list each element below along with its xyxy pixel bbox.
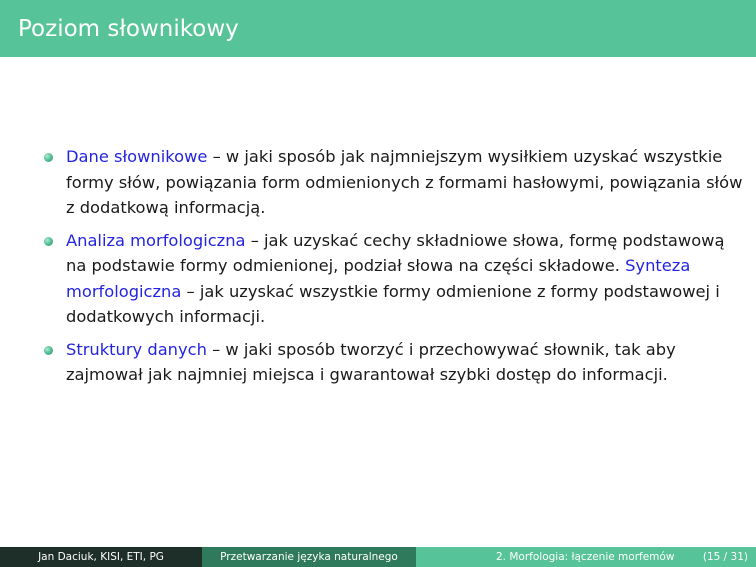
list-item bbox=[44, 337, 744, 388]
term-label: Dane słownikowe bbox=[66, 147, 208, 166]
footer-course: Przetwarzanie języka naturalnego bbox=[202, 547, 416, 567]
term-label: Synteza morfologiczna bbox=[66, 256, 691, 301]
bullet-list bbox=[44, 144, 744, 395]
footer-page-number: (15 / 31) bbox=[702, 551, 748, 563]
term-label: Struktury danych bbox=[66, 339, 207, 359]
footer-bar bbox=[0, 547, 756, 567]
footer-section: 2. Morfologia: łączenie morfemów bbox=[496, 551, 675, 563]
slide-title: Poziom słownikowy bbox=[18, 16, 239, 42]
item-text: – w jaki sposób jak najmniejszym wysiłkiem uzyskać wszystkie formy słów, powiązania form odmienionych z formami hasłowymi, powiązania słów z dodatkową informacją. bbox=[66, 147, 743, 217]
title-bar bbox=[0, 0, 756, 57]
bullet-icon bbox=[44, 346, 53, 355]
footer-author: Jan Daciuk, KISI, ETI, PG bbox=[0, 547, 202, 567]
list-item bbox=[44, 144, 744, 221]
list-item bbox=[44, 228, 744, 330]
item-text: – jak uzyskać cechy składniowe słowa, formę podstawową na podstawie formy odmienionej, podział słowa na części składowe. bbox=[66, 230, 725, 275]
footer-section-box bbox=[416, 547, 756, 567]
bullet-icon bbox=[44, 153, 53, 162]
item-text: – w jaki sposób tworzyć i przechowywać słownik, tak aby zajmował jak najmniej miejsca i gwarantował szybki dostęp do informacji. bbox=[66, 339, 676, 384]
bullet-icon bbox=[44, 237, 53, 246]
term-label: Analiza morfologiczna bbox=[66, 230, 246, 250]
item-text: – jak uzyskać wszystkie formy odmienione z formy podstawowej i dodatkowych informacji. bbox=[66, 281, 720, 326]
